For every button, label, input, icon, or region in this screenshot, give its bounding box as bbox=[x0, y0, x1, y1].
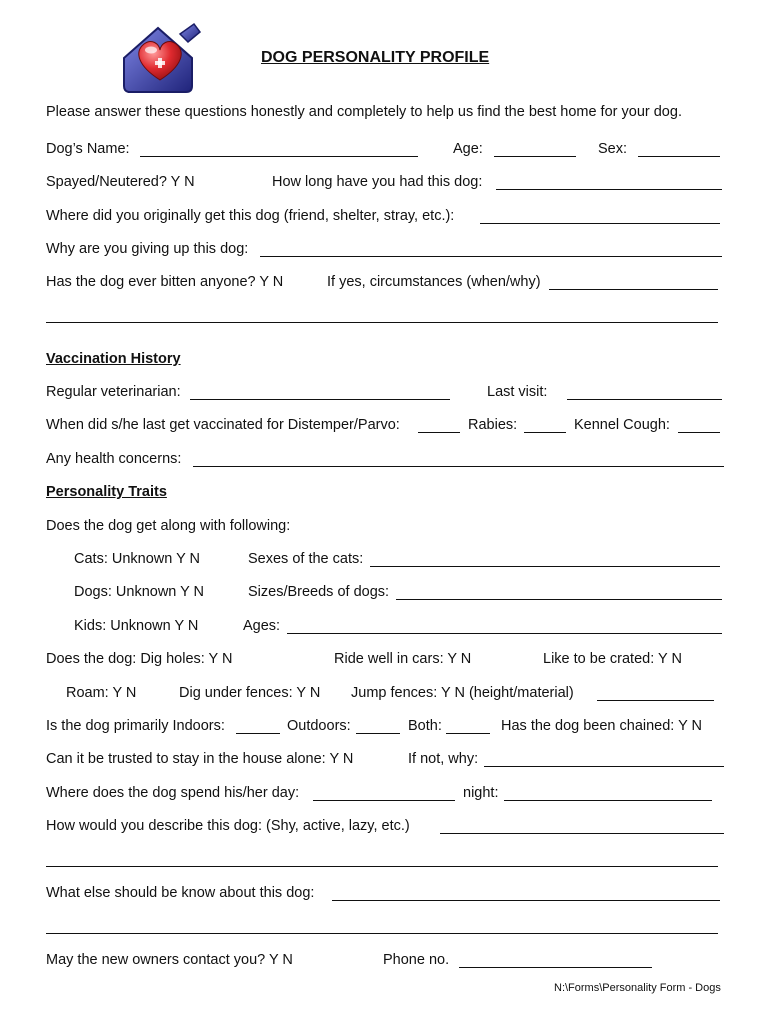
cats-label: Cats: Unknown Y N bbox=[74, 551, 200, 567]
spayed-label: Spayed/Neutered? Y N bbox=[46, 174, 195, 190]
dogs-name-field[interactable] bbox=[140, 156, 418, 157]
intro-text: Please answer these questions honestly and completely to help us find the best home for your dog. bbox=[46, 104, 682, 120]
health-field[interactable] bbox=[193, 466, 724, 467]
age-field[interactable] bbox=[494, 156, 576, 157]
health-label: Any health concerns: bbox=[46, 451, 182, 467]
contact-label: May the new owners contact you? Y N bbox=[46, 952, 293, 968]
dig-fences-label: Dig under fences: Y N bbox=[179, 685, 321, 701]
indoors-label: Is the dog primarily Indoors: bbox=[46, 718, 225, 734]
how-long-label: How long have you had this dog: bbox=[272, 174, 483, 190]
phone-label: Phone no. bbox=[383, 952, 450, 968]
what-else-field-line2[interactable] bbox=[46, 933, 718, 934]
trusted-alone-label: Can it be trusted to stay in the house alone: Y N bbox=[46, 751, 354, 767]
kennel-cough-field[interactable] bbox=[678, 432, 720, 433]
what-else-label: What else should be know about this dog: bbox=[46, 885, 315, 901]
personality-heading: Personality Traits bbox=[46, 484, 167, 500]
sexes-cats-field[interactable] bbox=[370, 566, 720, 567]
spend-day-label: Where does the dog spend his/her day: bbox=[46, 785, 300, 801]
bitten-label: Has the dog ever bitten anyone? Y N bbox=[46, 274, 284, 290]
describe-label: How would you describe this dog: (Shy, active, lazy, etc.) bbox=[46, 818, 410, 834]
roam-label: Roam: Y N bbox=[66, 685, 137, 701]
bitten-circumstances-label: If yes, circumstances (when/why) bbox=[327, 274, 541, 290]
regular-vet-field[interactable] bbox=[190, 399, 450, 400]
what-else-field[interactable] bbox=[332, 900, 720, 901]
heart-house-logo bbox=[118, 20, 204, 96]
ride-cars-label: Ride well in cars: Y N bbox=[334, 651, 472, 667]
night-field[interactable] bbox=[504, 800, 712, 801]
ages-field[interactable] bbox=[287, 633, 722, 634]
night-label: night: bbox=[463, 785, 499, 801]
last-visit-field[interactable] bbox=[567, 399, 722, 400]
last-visit-label: Last visit: bbox=[487, 384, 548, 400]
dogs-name-label: Dog’s Name: bbox=[46, 141, 130, 157]
bitten-circumstances-field-line2[interactable] bbox=[46, 322, 718, 323]
vaccination-heading: Vaccination History bbox=[46, 351, 181, 367]
age-label: Age: bbox=[453, 141, 483, 157]
page-title: DOG PERSONALITY PROFILE bbox=[261, 49, 490, 66]
distemper-label: When did s/he last get vaccinated for Distemper/Parvo: bbox=[46, 417, 400, 433]
sizes-breeds-label: Sizes/Breeds of dogs: bbox=[248, 584, 390, 600]
sex-label: Sex: bbox=[598, 141, 628, 157]
origin-field[interactable] bbox=[480, 223, 720, 224]
spend-day-field[interactable] bbox=[313, 800, 455, 801]
why-giving-field[interactable] bbox=[260, 256, 722, 257]
footer-path: N:\Forms\Personality Form - Dogs bbox=[554, 982, 721, 994]
both-field[interactable] bbox=[446, 733, 490, 734]
bitten-circumstances-field[interactable] bbox=[549, 289, 718, 290]
if-not-label: If not, why: bbox=[408, 751, 479, 767]
regular-vet-label: Regular veterinarian: bbox=[46, 384, 181, 400]
if-not-field[interactable] bbox=[484, 766, 724, 767]
ages-label: Ages: bbox=[243, 618, 281, 634]
describe-field-line2[interactable] bbox=[46, 866, 718, 867]
kids-label: Kids: Unknown Y N bbox=[74, 618, 199, 634]
phone-field[interactable] bbox=[459, 967, 652, 968]
indoors-field[interactable] bbox=[236, 733, 280, 734]
chained-label: Has the dog been chained: Y N bbox=[501, 718, 703, 734]
along-with-label: Does the dog get along with following: bbox=[46, 518, 291, 534]
both-label: Both: bbox=[408, 718, 442, 734]
outdoors-label: Outdoors: bbox=[287, 718, 351, 734]
why-giving-label: Why are you giving up this dog: bbox=[46, 241, 249, 257]
dig-holes-label: Does the dog: Dig holes: Y N bbox=[46, 651, 233, 667]
crated-label: Like to be crated: Y N bbox=[543, 651, 682, 667]
distemper-field[interactable] bbox=[418, 432, 460, 433]
how-long-field[interactable] bbox=[496, 189, 722, 190]
origin-label: Where did you originally get this dog (friend, shelter, stray, etc.): bbox=[46, 208, 455, 224]
sex-field[interactable] bbox=[638, 156, 720, 157]
rabies-field[interactable] bbox=[524, 432, 566, 433]
jump-fences-label: Jump fences: Y N (height/material) bbox=[351, 685, 574, 701]
outdoors-field[interactable] bbox=[356, 733, 400, 734]
sexes-cats-label: Sexes of the cats: bbox=[248, 551, 364, 567]
sizes-breeds-field[interactable] bbox=[396, 599, 722, 600]
describe-field[interactable] bbox=[440, 833, 724, 834]
dogs-label: Dogs: Unknown Y N bbox=[74, 584, 205, 600]
rabies-label: Rabies: bbox=[468, 417, 518, 433]
kennel-cough-label: Kennel Cough: bbox=[574, 417, 670, 433]
jump-fences-field[interactable] bbox=[597, 700, 714, 701]
